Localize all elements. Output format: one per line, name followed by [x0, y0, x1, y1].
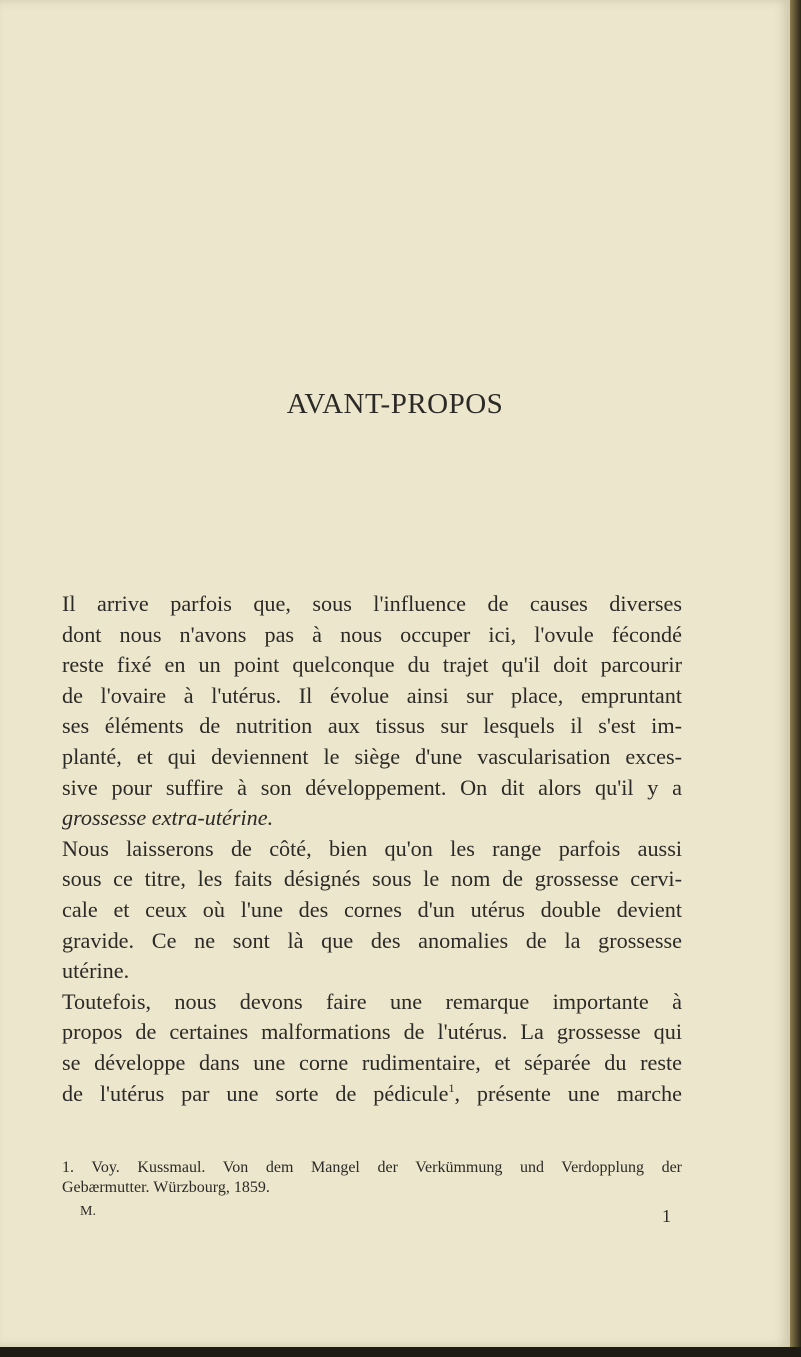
page-edge-right — [790, 0, 801, 1357]
italic-term: grossesse extra-utérine. — [62, 805, 274, 831]
text-line: Il arrive parfois que, sous l'influence de causes diverses — [62, 591, 682, 616]
text-line: planté, et qui deviennent le siège d'une vascularisation exces- — [62, 743, 682, 769]
page-title: AVANT-PROPOS — [286, 388, 504, 420]
text-line — [62, 803, 682, 834]
text-line — [62, 1079, 682, 1110]
text-line: utérine. — [62, 958, 130, 984]
text-line: dont nous n'avons pas à nous occuper ici, l'ovule fécondé — [62, 621, 682, 647]
page-edge-bottom — [0, 1347, 801, 1357]
text-line: propos de certaines malformations de l'utérus. La grossesse qui — [62, 1019, 682, 1045]
text-line: cale et ceux où l'une des cornes d'un utérus double devient — [62, 896, 682, 922]
text-line: reste fixé en un point quelconque du trajet qu'il doit parcourir — [62, 652, 682, 678]
text-line: sous ce titre, les faits désignés sous le nom de grossesse cervi- — [62, 866, 682, 892]
footnote-marker[interactable]: 1 — [448, 1080, 455, 1095]
main-text — [62, 589, 682, 1109]
footnote-line: Gebærmutter. Würzbourg, 1859. — [62, 1179, 270, 1196]
text-fragment: de l'utérus par une sorte de pédicule — [62, 1080, 449, 1106]
page-number: 1 — [662, 1206, 671, 1226]
footnote — [62, 1158, 682, 1198]
text-line: gravide. Ce ne sont là que des anomalies de la grossesse — [62, 927, 682, 953]
text-line: Toutefois, nous devons faire une remarque importante à — [62, 988, 682, 1014]
text-line: Nous laisserons de côté, bien qu'on les range parfois aussi — [62, 835, 682, 861]
text-line: sive pour suffire à son développement. On dit alors qu'il y a — [62, 774, 682, 800]
signature-mark: M. — [80, 1204, 96, 1219]
text-line: de l'ovaire à l'utérus. Il évolue ainsi sur place, empruntant — [62, 682, 682, 708]
text-line: se développe dans une corne rudimentaire, et séparée du reste — [62, 1049, 682, 1075]
text-fragment: , présente une marche — [454, 1080, 682, 1106]
footnote-line: 1. Voy. Kussmaul. Von dem Mangel der Verkümmung und Verdopplung der — [62, 1159, 682, 1176]
text-line: ses éléments de nutrition aux tissus sur lesquels il s'est im- — [62, 713, 682, 739]
